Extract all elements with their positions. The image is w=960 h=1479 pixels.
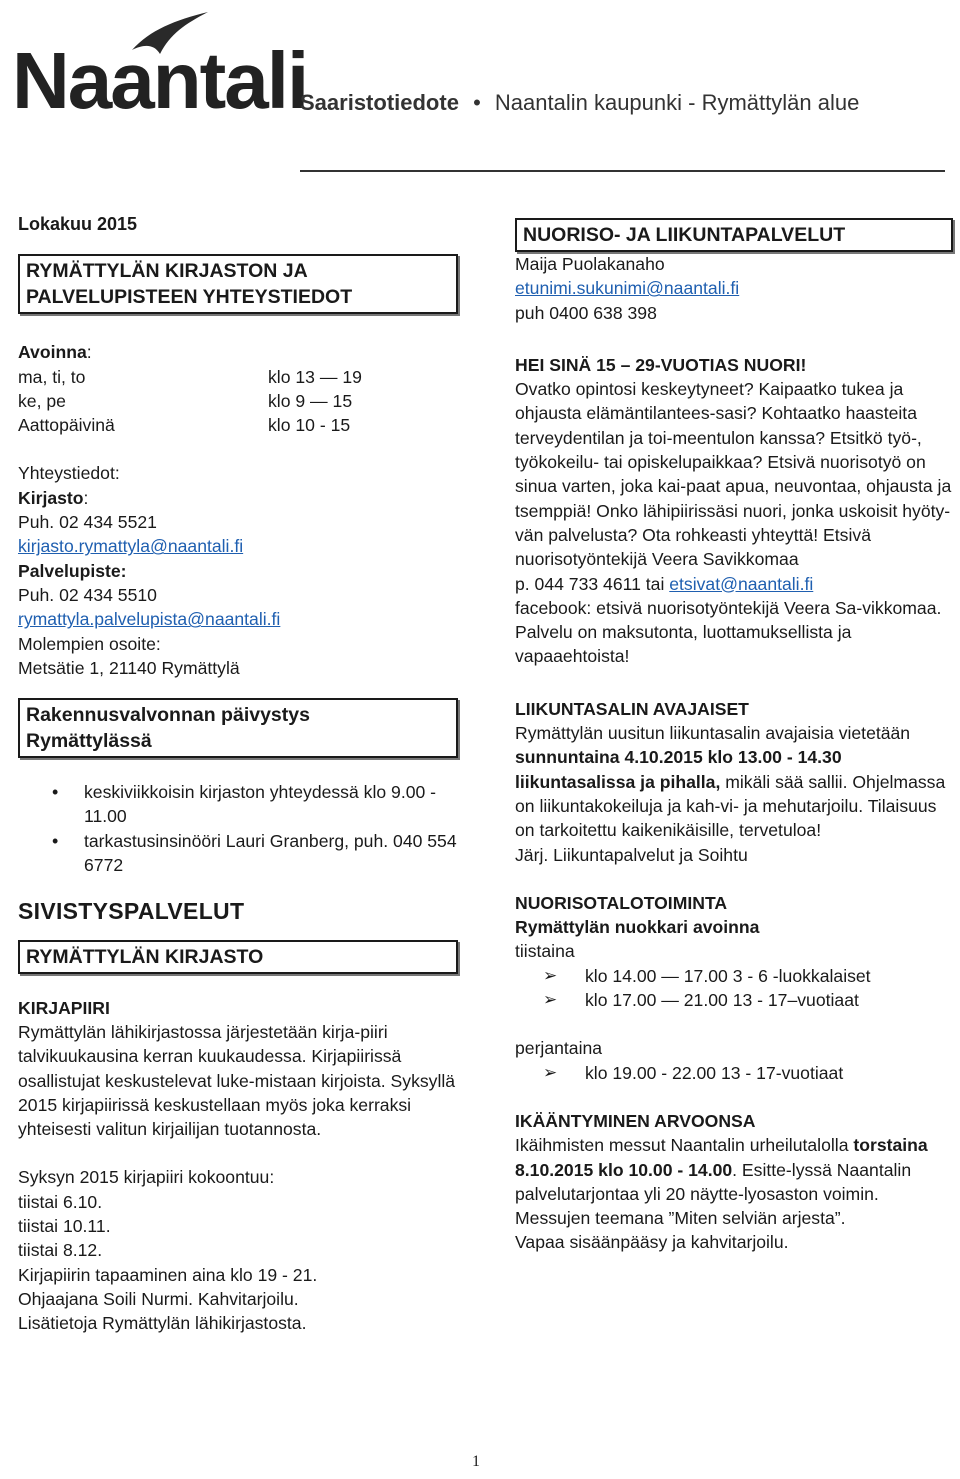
header [0, 0, 960, 180]
list-item: ➢ klo 14.00 — 17.00 3 - 6 -luokkalaiset [515, 964, 953, 988]
building-box [18, 698, 458, 758]
kirjapiiri-title: KIRJAPIIRI [18, 997, 110, 1018]
kirjapiiri-text: Rymättylän lähikirjastossa järjestetään kirja-piiri talvikuukausina kerran kuukaudessa. Kirjapiirissä osallistujat keskustelevat luke-mistaan kirjoista. Syksyllä 2015 kirjapiirissä keskustellaan myös joka kerraksi yhteisesti valitun kirjailijan tuotannosta. [18, 1021, 456, 1140]
etsivat-email-link[interactable]: etsivat@naantali.fi [669, 573, 814, 594]
library-label: Kirjasto: [18, 487, 89, 508]
list-item: • keskiviikkoisin kirjaston yhteydessä klo 9.00 - 11.00 [18, 780, 458, 829]
friday-label: perjantaina [515, 1038, 603, 1059]
hei-text: Ovatko opintosi keskeytyneet? Kaipaatko tukea ja ohjausta elämäntilantees-sasi? Kohtaatko haasteita terveydentilan ja toi-meentulon kanssa? Etsitkö työ-, työkokeilu- tai opiskelupaikkaa? Etsivä nuorisotyö on sinua varten, joka kai-paat apua, neuvontaa, ohjausta ja tsemppiä! Onko lähipiirissäsi nuori, jonka uskoisit hyöty-vän palvelusta? Ota rohkeasti yhteyttä! Etsivä nuorisotyöntekijä Veera Savikkomaa [515, 379, 952, 570]
sport-organizer: Järj. Liikuntapalvelut ja Soihtu [515, 844, 748, 865]
age-text: Ikäihmisten messut Naantalin urheilutalolla torstaina 8.10.2015 klo 10.00 - 14.00. Esitte-lyssä Naantalin palvelutarjontaa yli 20 näytte-lyosaston voimin. Messujen teemana ”Miten selviän arjesta”. [515, 1135, 928, 1229]
service-phone: Puh. 02 434 5510 [18, 584, 157, 605]
hei-text-2: facebook: etsivä nuorisotyöntekijä Veera Sa-vikkomaa. Palvelu on maksutonta, luottamuksellista ja vapaaehtoista! [515, 597, 942, 667]
service-label: Palvelupiste: [18, 560, 127, 581]
schedule-date: tiistai 8.12. [18, 1240, 103, 1261]
issue-date: Lokakuu 2015 [18, 214, 138, 234]
hei-title: HEI SINÄ 15 – 29-VUOTIAS NUORI! [515, 354, 807, 375]
nuoriso-subtitle: Rymättylän nuokkari avoinna [515, 917, 760, 938]
library-phone: Puh. 02 434 5521 [18, 512, 157, 533]
hours-row: ma, ti, to klo 13 — 19 [18, 366, 362, 387]
youth-email-link[interactable]: etunimi.sukunimi@naantali.fi [515, 278, 740, 299]
contacts-label: Yhteystiedot: [18, 463, 120, 484]
building-box-line-1: Rakennusvalvonnan päivystys [26, 704, 310, 727]
header-rule [300, 170, 945, 172]
logo-text: Naantali [12, 36, 308, 125]
page-number: 1 [472, 1453, 480, 1470]
address: Metsätie 1, 21140 Rymättylä [18, 657, 240, 678]
library-box: RYMÄTTYLÄN KIRJASTO [18, 940, 458, 974]
sport-text: Rymättylän uusitun liikuntasalin avajaisia vietetään sunnuntaina 4.10.2015 klo 13.00 - 14.30 liikuntasalissa ja pihalla, mikäli sää sallii. Ohjelmassa on liikuntakokeiluja ja kah-vi- ja mehutarjoilu. Tilaisuus on tarkoitettu kaikenikäisille, tervetuloa! [515, 723, 946, 841]
schedule-label: Syksyn 2015 kirjapiiri kokoontuu: [18, 1167, 275, 1188]
nuoriso-title: NUORISOTALOTOIMINTA [515, 892, 728, 913]
youth-name: Maija Puolakanaho [515, 254, 665, 274]
contact-box [18, 254, 458, 314]
header-bar [300, 88, 859, 118]
list-item: ➢ klo 17.00 — 21.00 13 - 17–vuotiaat [515, 988, 953, 1012]
bar-separator: • [473, 90, 481, 115]
library-email-link[interactable]: kirjasto.rymattyla@naantali.fi [18, 536, 244, 557]
tuesday-label: tiistaina [515, 941, 575, 962]
opening-hours-label: Avoinna: [18, 342, 92, 363]
bar-rest: Naantalin kaupunki - Rymättylän alue [494, 90, 860, 115]
closing-line: Ohjaajana Soili Nurmi. Kahvitarjoilu. [18, 1288, 299, 1309]
age-title: IKÄÄNTYMINEN ARVOONSA [515, 1110, 756, 1131]
sport-title: LIIKUNTASALIN AVAJAISET [515, 698, 749, 719]
building-list [18, 780, 458, 877]
section-title-sivistys: SIVISTYSPALVELUT [18, 898, 245, 925]
hours-row: Aattopäivinä klo 10 - 15 [18, 415, 351, 436]
contact-box-line-2: PALVELUPISTEEN YHTEYSTIEDOT [26, 286, 353, 309]
hei-contact: p. 044 733 4611 tai etsivat@naantali.fi [515, 573, 814, 594]
address-label: Molempien osoite: [18, 633, 161, 654]
service-email-link[interactable]: rymattyla.palvelupista@naantali.fi [18, 609, 281, 630]
schedule-date: tiistai 6.10. [18, 1191, 103, 1212]
youth-box: NUORISO- JA LIIKUNTAPALVELUT [515, 218, 953, 252]
building-box-line-2: Rymättylässä [26, 730, 152, 753]
hours-row: ke, pe klo 9 — 15 [18, 390, 353, 411]
left-column [18, 212, 458, 1336]
list-item: • tarkastusinsinööri Lauri Granberg, puh. 040 554 6772 [18, 829, 458, 878]
age-free: Vapaa sisäänpääsy ja kahvitarjoilu. [515, 1232, 789, 1253]
friday-list [515, 1061, 953, 1085]
schedule-date: tiistai 10.11. [18, 1216, 111, 1237]
right-column [515, 218, 953, 1255]
closing-line: Lisätietoja Rymättylän lähikirjastosta. [18, 1313, 307, 1334]
closing-line: Kirjapiirin tapaaminen aina klo 19 - 21. [18, 1264, 318, 1285]
list-item: ➢ klo 19.00 - 22.00 13 - 17-vuotiaat [515, 1061, 953, 1085]
tuesday-list [515, 964, 953, 1013]
youth-phone: puh 0400 638 398 [515, 302, 657, 323]
bar-subtitle: Saaristotiedote [300, 90, 459, 115]
contact-box-line-1: RYMÄTTYLÄN KIRJASTON JA [26, 260, 308, 283]
